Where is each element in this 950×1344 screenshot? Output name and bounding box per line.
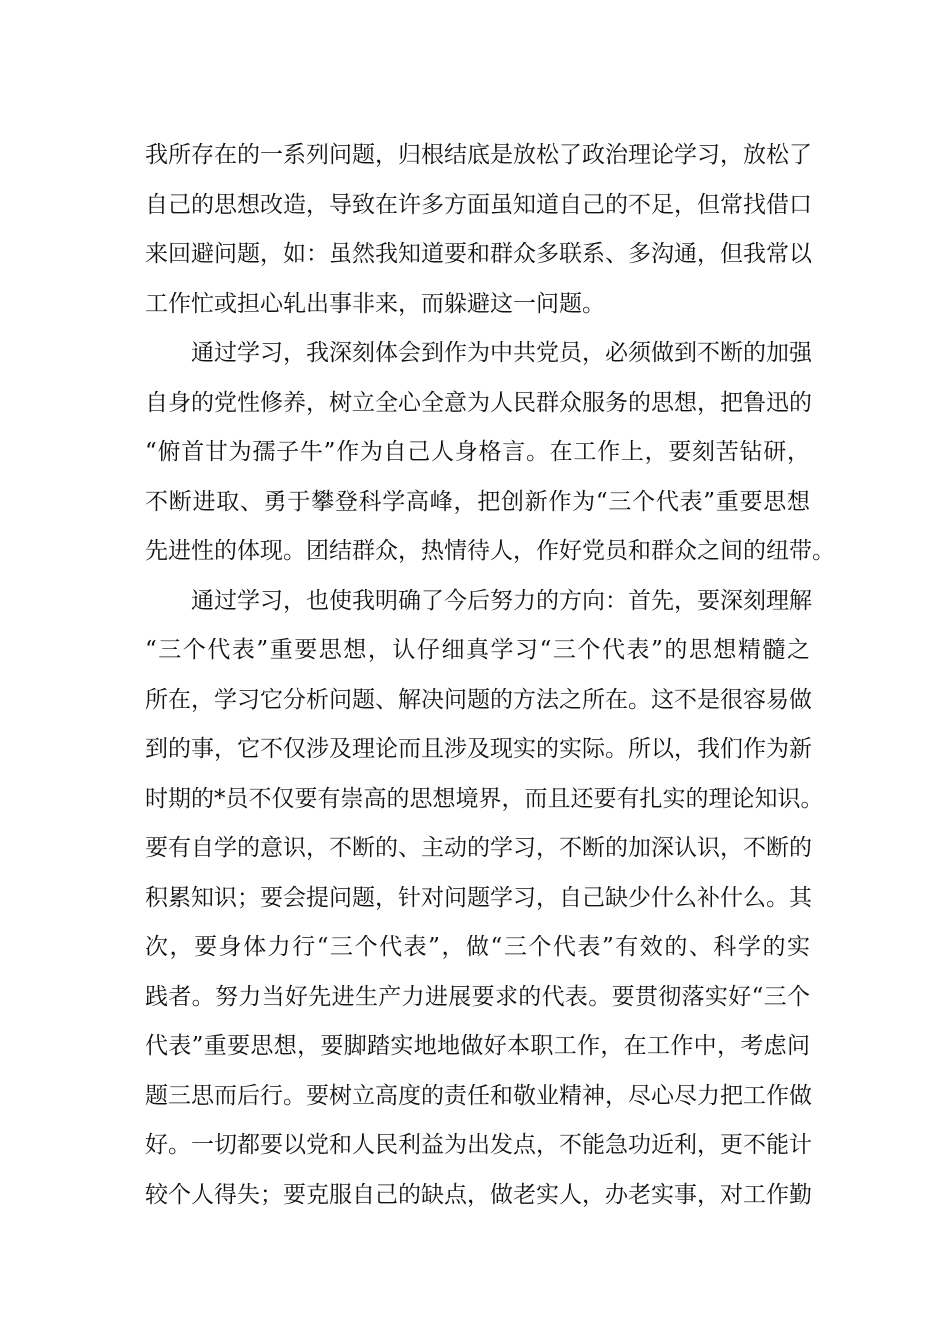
text-line: 自己的思想改造，导致在许多方面虽知道自己的不足，但常找借口	[145, 191, 812, 218]
text-line: 通过学习，也使我明确了今后努力的方向：首先，要深刻理解	[145, 587, 812, 614]
text-line: 到的事，它不仅涉及理论而且涉及现实的实际。所以，我们作为新	[145, 736, 812, 762]
text-line: 所在，学习它分析问题、解决问题的方法之所在。这不是很容易做	[145, 686, 812, 713]
text-line: “俯首甘为孺子牛”作为自己人身格言。在工作上，要刻苦钻研，	[145, 439, 810, 465]
text-line: 来回避问题，如：虽然我知道要和群众多联系、多沟通，但我常以	[145, 241, 812, 267]
text-line: 自身的党性修养，树立全心全意为人民群众服务的思想，把鲁迅的	[145, 389, 812, 416]
text-line: 题三思而后行。要树立高度的责任和敬业精神，尽心尽力把工作做	[145, 1082, 812, 1109]
text-line: 工作忙或担心轧出事非来，而躲避这一问题。	[145, 290, 605, 317]
text-line: 较个人得失；要克服自己的缺点，做老实人，办老实事，对工作勤	[145, 1181, 812, 1208]
text-line: 代表”重要思想，要脚踏实地地做好本职工作，在工作中，考虑问	[145, 1033, 810, 1059]
text-line: “三个代表”重要思想，认仔细真学习“三个代表”的思想精髓之	[145, 637, 810, 663]
text-line: 时期的*员不仅要有崇高的思想境界，而且还要有扎实的理论知识。	[145, 785, 824, 812]
text-line: 不断进取、勇于攀登科学高峰，把创新作为“三个代表”重要思想	[145, 488, 810, 515]
text-line: 我所存在的一系列问题，归根结底是放松了政治理论学习，放松了	[145, 142, 812, 168]
document-body	[145, 131, 835, 1220]
text-line: 要有自学的意识，不断的、主动的学习，不断的加深认识，不断的	[145, 835, 812, 861]
text-line: 积累知识；要会提问题，针对问题学习，自己缺少什么补什么。其	[145, 884, 812, 911]
text-line: 好。一切都要以党和人民利益为出发点，不能急功近利，更不能计	[145, 1132, 812, 1158]
text-line: 通过学习，我深刻体会到作为中共党员，必须做到不断的加强	[145, 340, 812, 366]
text-line: 次，要身体力行“三个代表”，做“三个代表”有效的、科学的实	[145, 934, 810, 960]
text-line: 践者。努力当好先进生产力进展要求的代表。要贯彻落实好“三个	[145, 983, 810, 1010]
text-line: 先进性的体现。团结群众，热情待人，作好党员和群众之间的纽带。	[145, 538, 835, 564]
